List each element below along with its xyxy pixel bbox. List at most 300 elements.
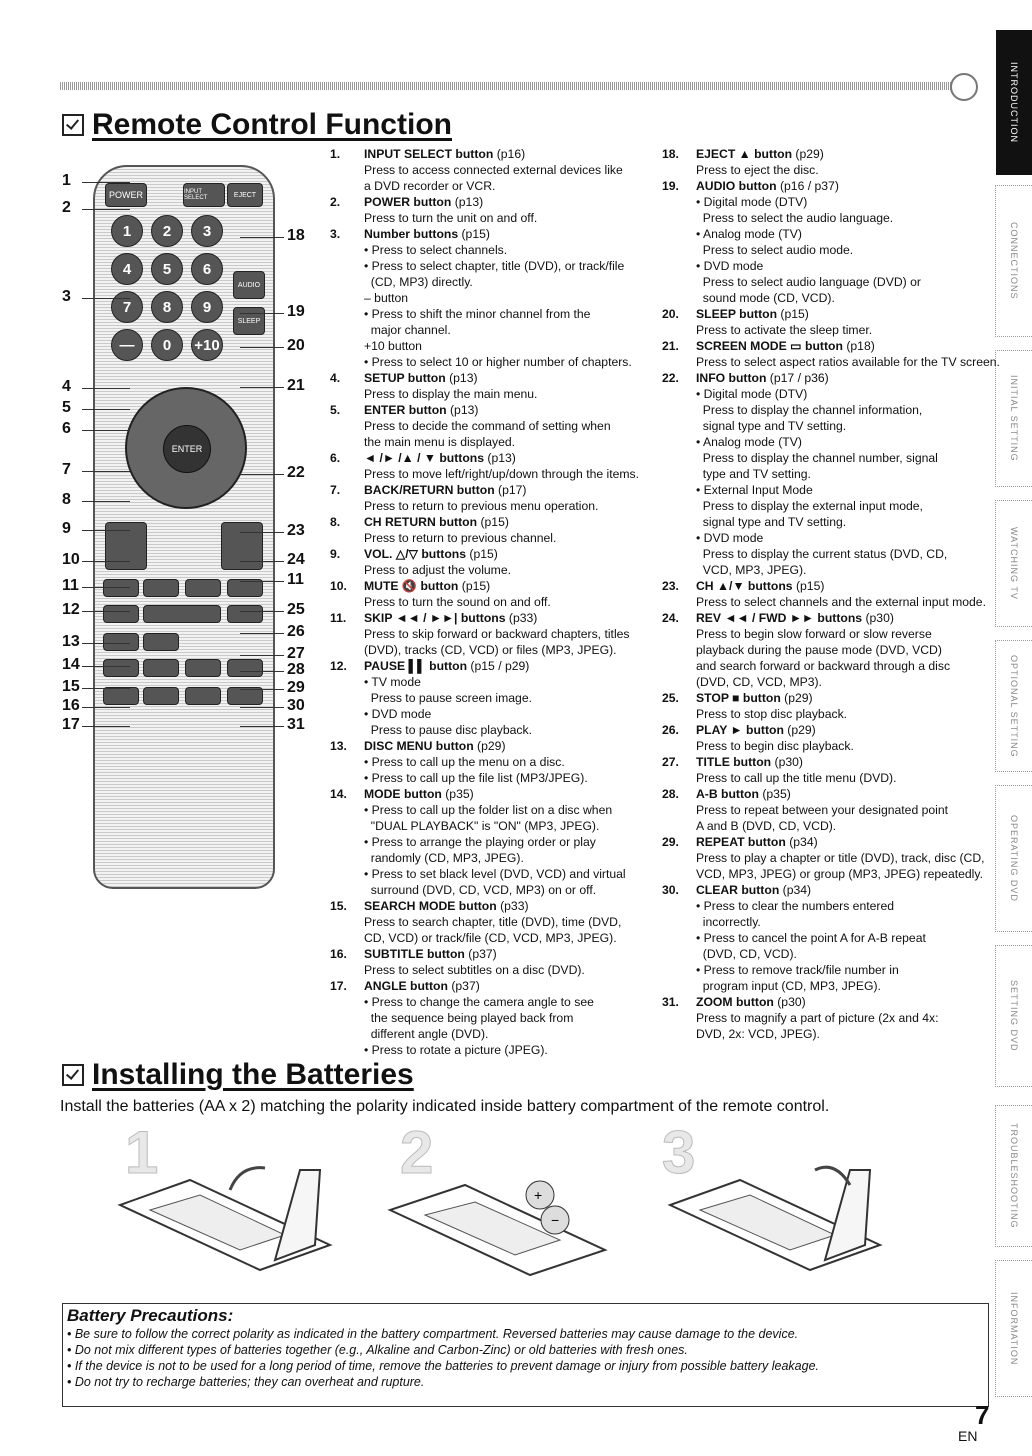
- callout-right: 26: [287, 623, 305, 640]
- button-description: [662, 834, 992, 882]
- side-tab: [995, 1260, 1032, 1397]
- leader-line: [82, 298, 130, 299]
- item-number: 5.: [330, 403, 341, 417]
- item-line: Press to select audio language (DVD) or: [696, 275, 921, 289]
- batteries-heading: [62, 1058, 414, 1092]
- item-line: randomly (CD, MP3, JPEG).: [364, 851, 524, 865]
- side-tab: [995, 640, 1032, 772]
- sleep-button-graphic: [233, 307, 265, 335]
- item-line: signal type and TV setting.: [696, 515, 847, 529]
- callout-left: 12: [62, 601, 80, 618]
- item-number: 12.: [330, 659, 347, 673]
- item-line: • Analog mode (TV): [696, 227, 802, 241]
- leader-line: [240, 237, 284, 238]
- angle-graphic: [185, 687, 221, 705]
- clear-graphic: [143, 659, 179, 677]
- audio-button-graphic: [233, 271, 265, 299]
- precaution-line: • Do not mix different types of batteries together (e.g., Alkaline and Carbon-Zinc) or old batteries with fresh ones.: [67, 1343, 688, 1357]
- digit-button-graphic: 4: [111, 253, 143, 285]
- item-number: 27.: [662, 755, 679, 769]
- callout-right: 30: [287, 697, 305, 714]
- side-tab-label: INFORMATION: [1009, 1291, 1019, 1366]
- callout-left: 1: [62, 172, 71, 189]
- item-number: 28.: [662, 787, 679, 801]
- remote-control-illustration: [93, 165, 275, 889]
- item-page-ref: (p34): [785, 835, 818, 849]
- item-line: • Press to cancel the point A for A-B repeat: [696, 931, 926, 945]
- item-line: VCD, MP3, JPEG).: [696, 563, 807, 577]
- item-line: • Press to change the camera angle to see: [364, 995, 594, 1009]
- callout-right: 24: [287, 551, 305, 568]
- item-line: playback during the pause mode (DVD, VCD): [696, 643, 942, 657]
- leader-line: [240, 561, 284, 562]
- item-title: ENTER button: [364, 403, 447, 417]
- side-tab: [996, 30, 1032, 175]
- button-description: [330, 194, 660, 226]
- item-title: CLEAR button: [696, 883, 780, 897]
- item-number: 10.: [330, 579, 347, 593]
- item-line: Press to skip forward or backward chapters, titles: [364, 627, 630, 641]
- item-page-ref: (p30): [773, 995, 806, 1009]
- item-title: SETUP button: [364, 371, 446, 385]
- item-number: 8.: [330, 515, 341, 529]
- leader-line: [240, 689, 284, 690]
- item-line: • DVD mode: [696, 531, 764, 545]
- leader-line: [240, 532, 284, 533]
- callout-right: 23: [287, 522, 305, 539]
- item-number: 26.: [662, 723, 679, 737]
- item-title: BACK/RETURN button: [364, 483, 495, 497]
- button-description: [662, 722, 992, 754]
- enter-button-graphic: [163, 425, 211, 473]
- item-line: Press to access connected external devices like: [364, 163, 623, 177]
- play-graphic: [143, 605, 221, 623]
- button-list-col2: [662, 146, 1000, 1042]
- item-line: • External Input Mode: [696, 483, 813, 497]
- item-number: 17.: [330, 979, 347, 993]
- batteries-title: Installing the Batteries: [92, 1058, 414, 1091]
- callout-right: 22: [287, 464, 305, 481]
- button-description: [330, 546, 660, 578]
- item-line: Press to magnify a part of picture (2x and 4x:: [696, 1011, 939, 1025]
- callout-right: 19: [287, 303, 305, 320]
- callout-right: 31: [287, 716, 305, 733]
- leader-line: [240, 671, 284, 672]
- leader-line: [82, 643, 130, 644]
- precaution-line: • Be sure to follow the correct polarity as indicated in the battery compartment. Reversed batteries may cause damage to the device.: [67, 1327, 799, 1341]
- button-description: [330, 514, 660, 546]
- leader-line: [240, 474, 284, 475]
- item-line: Press to repeat between your designated point: [696, 803, 949, 817]
- item-title: Number buttons: [364, 227, 459, 241]
- item-line: • Press to call up the file list (MP3/JPEG).: [364, 771, 588, 785]
- item-title: PAUSE ▌▌ button: [364, 659, 468, 673]
- button-description: [330, 402, 660, 450]
- item-page-ref: (p13): [451, 195, 484, 209]
- item-title: ZOOM button: [696, 995, 774, 1009]
- side-tab-label: CONNECTIONS: [1009, 222, 1019, 300]
- item-line: and search forward or backward through a disc: [696, 659, 951, 673]
- item-line: Press to display the channel number, signal: [696, 451, 938, 465]
- button-description: [330, 898, 660, 946]
- item-page-ref: (p34): [779, 883, 812, 897]
- eject-label: EJECT: [233, 191, 257, 199]
- side-tab-label: TROUBLESHOOTING: [1009, 1123, 1019, 1229]
- item-page-ref: (p29): [792, 147, 824, 161]
- item-page-ref: (p17 / p36): [766, 371, 829, 385]
- checkbox-icon: [62, 114, 84, 136]
- leader-line: [82, 611, 130, 612]
- item-page-ref: (p16 / p37): [776, 179, 839, 193]
- side-tab-label: WATCHING TV: [1009, 527, 1019, 600]
- side-tab: [995, 1105, 1032, 1247]
- item-line: • Press to shift the minor channel from the: [364, 307, 591, 321]
- item-line: a DVD recorder or VCR.: [364, 179, 496, 193]
- item-line: "DUAL PLAYBACK" is "ON" (MP3, JPEG).: [364, 819, 600, 833]
- enter-label: ENTER: [171, 444, 203, 454]
- item-page-ref: (p15): [792, 579, 825, 593]
- item-line: DVD, 2x: VCD, JPEG).: [696, 1027, 820, 1041]
- button-description: [330, 658, 660, 738]
- item-line: (CD, MP3) directly.: [364, 275, 473, 289]
- item-line: program input (CD, MP3, JPEG).: [696, 979, 881, 993]
- button-description: [330, 738, 660, 786]
- button-description: [662, 306, 992, 338]
- digit-button-graphic: 7: [111, 291, 143, 323]
- ab-graphic: [185, 659, 221, 677]
- sleep-label: SLEEP: [237, 317, 261, 325]
- callout-left: 7: [62, 461, 71, 478]
- item-line: (DVD, CD, VCD).: [696, 947, 797, 961]
- page-number: 7: [975, 1400, 990, 1430]
- item-line: Press to eject the disc.: [696, 163, 819, 177]
- item-number: 18.: [662, 147, 679, 161]
- item-page-ref: (p18): [842, 339, 875, 353]
- digit-button-graphic: 1: [111, 215, 143, 247]
- button-description: [330, 370, 660, 402]
- item-line: Press to display the channel information,: [696, 403, 923, 417]
- item-page-ref: (p30): [862, 611, 894, 625]
- item-title: A-B button: [696, 787, 759, 801]
- search-mode-graphic: [103, 687, 139, 705]
- item-page-ref: (p13): [484, 451, 516, 465]
- item-line: Press to display the main menu.: [364, 387, 538, 401]
- callout-left: 10: [62, 551, 80, 568]
- item-number: 16.: [330, 947, 347, 961]
- item-page-ref: (p29): [783, 723, 816, 737]
- item-line: • Press to remove track/file number in: [696, 963, 899, 977]
- item-page-ref: (p33): [496, 899, 529, 913]
- item-number: 3.: [330, 227, 341, 241]
- repeat-graphic: [227, 659, 263, 677]
- item-page-ref: (p15): [458, 579, 491, 593]
- item-line: • DVD mode: [364, 707, 432, 721]
- leader-line: [82, 726, 130, 727]
- item-page-ref: (p17): [494, 483, 527, 497]
- item-line: sound mode (CD, VCD).: [696, 291, 835, 305]
- item-line: • Press to select 10 or higher number of chapters.: [364, 355, 632, 369]
- item-line: incorrectly.: [696, 915, 761, 929]
- button-description: [662, 994, 992, 1042]
- leader-line: [82, 388, 130, 389]
- item-line: Press to select audio mode.: [696, 243, 854, 257]
- item-title: SUBTITLE button: [364, 947, 465, 961]
- digit-button-graphic: 8: [151, 291, 183, 323]
- item-number: 29.: [662, 835, 679, 849]
- button-description: [662, 578, 992, 610]
- leader-line: [82, 182, 130, 183]
- item-line: Press to begin disc playback.: [696, 739, 854, 753]
- install-instructions: Install the batteries (AA x 2) matching the polarity indicated inside battery compartment of the remote control.: [60, 1098, 830, 1115]
- item-line: • DVD mode: [696, 259, 764, 273]
- leader-line: [240, 707, 284, 708]
- button-description: [662, 178, 992, 306]
- item-line: Press to play a chapter or title (DVD), track, disc (CD,: [696, 851, 985, 865]
- item-title: SCREEN MODE ▭ button: [696, 339, 843, 353]
- pause-graphic: [103, 605, 139, 623]
- item-title: ANGLE button: [364, 979, 448, 993]
- stop-graphic: [227, 605, 263, 623]
- item-number: 19.: [662, 179, 679, 193]
- item-line: Press to select the audio language.: [696, 211, 894, 225]
- item-number: 15.: [330, 899, 347, 913]
- item-line: (DVD), tracks (CD, VCD) or files (MP3, JPEG).: [364, 643, 617, 657]
- header-rule-knob: [950, 73, 978, 101]
- item-line: • Press to arrange the playing order or play: [364, 835, 596, 849]
- step-number: 1: [125, 1119, 159, 1186]
- item-page-ref: (p15): [477, 515, 509, 529]
- button-description: [662, 338, 1000, 370]
- digit-button-graphic: 9: [191, 291, 223, 323]
- item-line: Press to pause screen image.: [364, 691, 533, 705]
- button-description: [662, 610, 992, 690]
- digit-button-graphic: 0: [151, 329, 183, 361]
- item-number: 24.: [662, 611, 679, 625]
- item-number: 20.: [662, 307, 679, 321]
- ch-rocker-graphic: [221, 522, 263, 570]
- leader-line: [82, 430, 130, 431]
- item-number: 25.: [662, 691, 679, 705]
- item-line: • Press to call up the menu on a disc.: [364, 755, 565, 769]
- item-page-ref: (p29): [780, 691, 813, 705]
- precaution-line: • If the device is not to be used for a long period of time, remove the batteries to prevent damage or injury from possible battery leakage.: [67, 1359, 820, 1373]
- button-description: [330, 610, 660, 658]
- side-tab-label: INITIAL SETTING: [1009, 375, 1019, 462]
- power-label: POWER: [108, 190, 143, 200]
- item-number: 7.: [330, 483, 341, 497]
- side-tab: [995, 500, 1032, 627]
- callout-right: 25: [287, 601, 305, 618]
- item-title: STOP ■ button: [696, 691, 781, 705]
- item-line: the sequence being played back from: [364, 1011, 574, 1025]
- callout-right: 29: [287, 679, 305, 696]
- battery-precautions-box: [62, 1303, 989, 1407]
- callout-left: 8: [62, 491, 71, 508]
- button-description: [662, 370, 992, 578]
- item-line: Press to display the external input mode,: [696, 499, 923, 513]
- item-line: Press to select channels and the external input mode.: [696, 595, 986, 609]
- digit-button-graphic: 6: [191, 253, 223, 285]
- callout-right: 18: [287, 227, 305, 244]
- item-line: – button: [364, 291, 409, 305]
- item-number: 6.: [330, 451, 341, 465]
- battery-step3-illustration: [660, 1150, 900, 1300]
- header-rule: [60, 82, 960, 90]
- item-line: • Press to rotate a picture (JPEG).: [364, 1043, 548, 1057]
- digit-button-graphic: 3: [191, 215, 223, 247]
- item-line: signal type and TV setting.: [696, 419, 847, 433]
- fwd-graphic: [185, 579, 221, 597]
- item-title: REPEAT button: [696, 835, 786, 849]
- item-page-ref: (p13): [445, 371, 478, 385]
- callout-left: 14: [62, 656, 80, 673]
- item-line: different angle (DVD).: [364, 1027, 489, 1041]
- svg-text:+: +: [534, 1187, 543, 1203]
- callout-left: 2: [62, 199, 71, 216]
- leader-line: [82, 688, 130, 689]
- item-line: Press to display the current status (DVD, CD,: [696, 547, 948, 561]
- remote-function-heading: [62, 108, 452, 142]
- leader-line: [82, 587, 130, 588]
- item-line: VCD, MP3, JPEG) or group (MP3, JPEG) repeatedly.: [696, 867, 983, 881]
- callout-left: 17: [62, 716, 80, 733]
- leader-line: [240, 387, 284, 388]
- svg-text:−: −: [551, 1212, 560, 1228]
- callout-left: 4: [62, 378, 71, 395]
- item-page-ref: (p35): [758, 787, 791, 801]
- callout-left: 16: [62, 697, 80, 714]
- item-number: 14.: [330, 787, 347, 801]
- side-tab: [995, 185, 1032, 337]
- button-description: [662, 690, 992, 722]
- side-tab: [995, 785, 1032, 932]
- input-select-button-graphic: [183, 183, 225, 207]
- item-line: • Digital mode (DTV): [696, 387, 808, 401]
- callout-left: 3: [62, 288, 71, 305]
- button-list-col1: [330, 146, 660, 1058]
- item-title: MUTE 🔇 button: [364, 579, 459, 593]
- item-page-ref: (p16): [493, 147, 526, 161]
- side-tab-label: INTRODUCTION: [1009, 62, 1019, 143]
- item-page-ref: (p13): [446, 403, 479, 417]
- dpad-graphic: [125, 387, 247, 509]
- button-description: [330, 146, 660, 194]
- item-number: 30.: [662, 883, 679, 897]
- language-code: EN: [958, 1428, 978, 1444]
- leader-line: [240, 726, 284, 727]
- input-label: INPUT SELECT: [184, 189, 208, 201]
- battery-step1-illustration: [110, 1150, 350, 1300]
- item-line: Press to return to previous menu operation.: [364, 499, 599, 513]
- leader-line: [82, 209, 130, 210]
- disc-menu-graphic: [103, 633, 139, 651]
- item-number: 23.: [662, 579, 679, 593]
- callout-left: 5: [62, 399, 71, 416]
- callout-right: 11: [287, 571, 304, 588]
- item-line: Press to move left/right/up/down through the items.: [364, 467, 640, 481]
- item-number: 31.: [662, 995, 679, 1009]
- mode-graphic: [103, 659, 139, 677]
- leader-line: [82, 561, 130, 562]
- item-line: • Digital mode (DTV): [696, 195, 808, 209]
- item-title: EJECT ▲ button: [696, 147, 793, 161]
- item-page-ref: (p29): [473, 739, 506, 753]
- leader-line: [82, 471, 130, 472]
- button-description: [662, 882, 992, 994]
- item-line: Press to select aspect ratios available for the TV screen.: [696, 355, 1000, 369]
- item-number: 2.: [330, 195, 341, 209]
- callout-right: 28: [287, 661, 305, 678]
- item-title: PLAY ► button: [696, 723, 784, 737]
- item-line: Press to turn the sound on and off.: [364, 595, 551, 609]
- item-page-ref: (p35): [441, 787, 474, 801]
- item-number: 13.: [330, 739, 347, 753]
- item-title: MODE button: [364, 787, 442, 801]
- leader-line: [82, 530, 130, 531]
- item-line: • Press to call up the folder list on a disc when: [364, 803, 613, 817]
- item-line: Press to return to previous channel.: [364, 531, 557, 545]
- item-line: Press to pause disc playback.: [364, 723, 533, 737]
- leader-line: [240, 655, 284, 656]
- side-tab-label: SETTING DVD: [1009, 980, 1019, 1052]
- step-number: 2: [400, 1119, 434, 1186]
- item-line: • Press to select chapter, title (DVD), or track/file: [364, 259, 625, 273]
- side-tab-label: OPERATING DVD: [1009, 815, 1019, 902]
- item-title: DISC MENU button: [364, 739, 474, 753]
- item-title: VOL. △/▽ buttons: [364, 547, 467, 561]
- item-title: POWER button: [364, 195, 452, 209]
- step-number: 3: [662, 1119, 696, 1186]
- precautions-title: Battery Precautions:: [67, 1306, 234, 1325]
- callout-left: 15: [62, 678, 80, 695]
- item-line: Press to turn the unit on and off.: [364, 211, 538, 225]
- item-number: 22.: [662, 371, 679, 385]
- side-tab: [995, 945, 1032, 1087]
- leader-line: [240, 611, 284, 612]
- item-line: • Analog mode (TV): [696, 435, 802, 449]
- item-title: REV ◄◄ / FWD ►► buttons: [696, 611, 863, 625]
- callout-right: 20: [287, 337, 305, 354]
- leader-line: [240, 347, 284, 348]
- item-line: major channel.: [364, 323, 451, 337]
- leader-line: [82, 707, 130, 708]
- item-title: TITLE button: [696, 755, 772, 769]
- checkbox-icon: [62, 1064, 84, 1086]
- item-line: • TV mode: [364, 675, 421, 689]
- item-line: Press to call up the title menu (DVD).: [696, 771, 897, 785]
- digit-button-graphic: 2: [151, 215, 183, 247]
- item-line: Press to begin slow forward or slow reverse: [696, 627, 932, 641]
- item-line: surround (DVD, CD, VCD, MP3) on or off.: [364, 883, 597, 897]
- precaution-line: • Do not try to recharge batteries; they can overheat and rupture.: [67, 1375, 425, 1389]
- callout-left: 13: [62, 633, 80, 650]
- battery-step2-illustration: [380, 1160, 620, 1300]
- button-description: [330, 946, 660, 978]
- item-line: CD, VCD) or track/file (CD, VCD, MP3, JPEG).: [364, 931, 617, 945]
- side-tab-label: OPTIONAL SETTING: [1009, 654, 1019, 758]
- item-line: type and TV setting.: [696, 467, 811, 481]
- leader-line: [240, 581, 284, 582]
- item-number: 21.: [662, 339, 679, 353]
- button-description: [662, 754, 992, 786]
- leader-line: [82, 666, 130, 667]
- item-page-ref: (p30): [771, 755, 803, 769]
- item-title: CH ▲/▼ buttons: [696, 579, 793, 593]
- subtitle-graphic: [143, 687, 179, 705]
- button-description: [330, 578, 660, 610]
- item-title: CH RETURN button: [364, 515, 478, 529]
- side-tab: [995, 350, 1032, 487]
